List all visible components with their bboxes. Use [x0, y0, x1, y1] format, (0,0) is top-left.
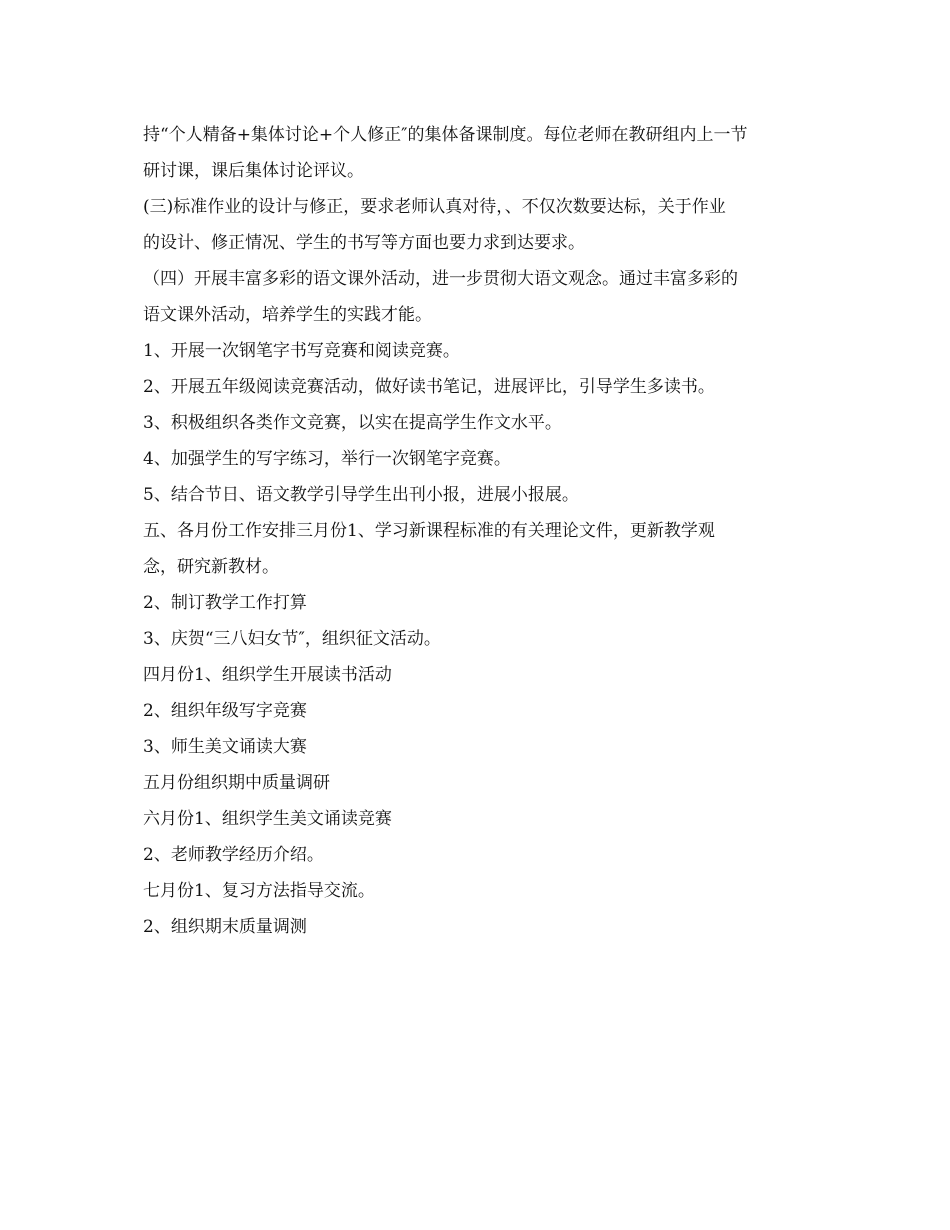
- text-line: 2、老师教学经历介绍。: [143, 845, 324, 865]
- text-line: (三)标准作业的设计与修正，要求老师认真对待，、不仅次数要达标，关于作业: [143, 197, 726, 217]
- text-line: 念，研究新教材。: [143, 557, 279, 577]
- text-line: 2、制订教学工作打算: [143, 593, 307, 613]
- text-line: 四月份1、组织学生开展读书活动: [143, 665, 392, 685]
- text-line: 2、开展五年级阅读竞赛活动，做好读书笔记，进展评比，引导学生多读书。: [143, 377, 715, 397]
- text-line: 五、各月份工作安排三月份1、学习新课程标准的有关理论文件，更新教学观: [143, 521, 715, 541]
- text-line: 3、庆贺“三八妇女节″，组织征文活动。: [143, 629, 441, 649]
- text-line: 2、组织年级写字竞赛: [143, 701, 307, 721]
- text-line: 五月份组织期中质量调研: [143, 773, 330, 793]
- text-line: （四）开展丰富多彩的语文课外活动，进一步贯彻大语文观念。通过丰富多彩的: [143, 269, 738, 289]
- text-line: 持“个人精备+集体讨论+个人修正″的集体备课制度。每位老师在教研组内上一节: [143, 125, 748, 145]
- text-line: 七月份1、复习方法指导交流。: [143, 881, 375, 901]
- text-line: 5、结合节日、语文教学引导学生出刊小报，进展小报展。: [143, 485, 579, 505]
- text-line: 的设计、修正情况、学生的书写等方面也要力求到达要求。: [143, 233, 585, 253]
- text-line: 1、开展一次钢笔字书写竞赛和阅读竞赛。: [143, 341, 460, 361]
- text-line: 4、加强学生的写字练习，举行一次钢笔字竞赛。: [143, 449, 511, 469]
- document-body: [143, 117, 813, 945]
- text-line: 研讨课，课后集体讨论评议。: [143, 161, 364, 181]
- text-line: 2、组织期末质量调测: [143, 917, 307, 937]
- text-line: 语文课外活动，培养学生的实践才能。: [143, 305, 432, 325]
- text-line: 3、师生美文诵读大赛: [143, 737, 307, 757]
- text-line: 六月份1、组织学生美文诵读竞赛: [143, 809, 392, 829]
- text-line: 3、积极组织各类作文竞赛，以实在提高学生作文水平。: [143, 413, 562, 433]
